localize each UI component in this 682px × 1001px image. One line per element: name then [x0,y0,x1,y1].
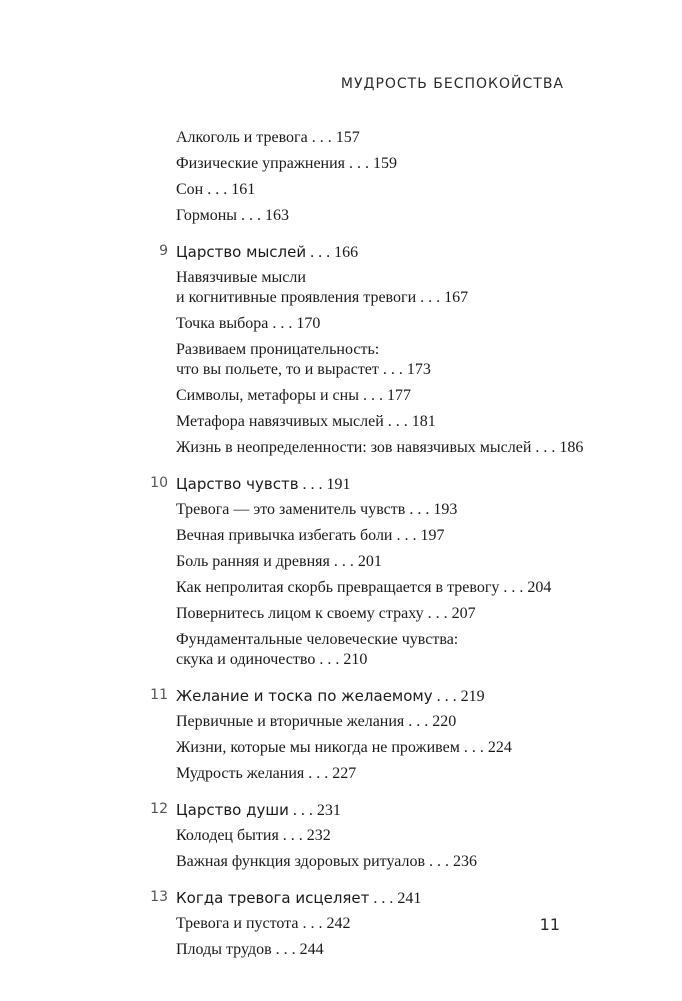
toc-entry: Первичные и вторичные желания . . . 220 [176,713,457,730]
toc-entry: Вечная привычка избегать боли . . . 197 [176,527,445,544]
toc-entry: Символы, метафоры и сны . . . 177 [176,387,411,404]
toc-entry: Метафора навязчивых мыслей . . . 181 [176,413,436,430]
toc-entry: Физические упражнения . . . 159 [176,155,398,172]
toc-entry: Плоды трудов . . . 244 [176,941,324,958]
chapter-title: Царство мыслей . . . 166 [176,243,359,261]
chapter-number: 9 [159,243,168,259]
chapter-number: 12 [150,801,168,817]
toc-entry: Повернитесь лицом к своему страху . . . 207 [176,605,476,622]
chapter-heading-10 [0,473,682,495]
chapter-title: Когда тревога исцеляет . . . 241 [176,889,422,907]
table-of-contents [0,128,682,966]
chapter-number: 10 [150,475,168,491]
page-number: 11 [539,915,560,934]
toc-entry: Тревога — это заменитель чувств . . . 193 [176,501,458,518]
toc-entry: Боль ранняя и древняя . . . 201 [176,553,382,570]
chapter-title: Царство души . . . 231 [176,801,341,819]
toc-entry: Мудрость желания . . . 227 [176,765,357,782]
chapter-heading-13 [0,887,682,909]
toc-entry: Жизнь в неопределенности: зов навязчивых мыслей . . . 186 [176,439,584,456]
toc-entry: Навязчивые мысли и когнитивные проявления тревоги . . . 167 [176,269,469,306]
toc-entry: Фундаментальные человеческие чувства: скука и одиночество . . . 210 [176,631,459,668]
toc-entry: Важная функция здоровых ритуалов . . . 236 [176,853,478,870]
toc-entry: Колодец бытия . . . 232 [176,827,331,844]
toc-entry: Тревога и пустота . . . 242 [176,915,351,932]
toc-entry: Алкоголь и тревога . . . 157 [176,129,360,146]
chapter-heading-12 [0,799,682,821]
chapter-number: 13 [150,889,168,905]
running-head: МУДРОСТЬ БЕСПОКОЙСТВА [340,76,564,92]
chapter-title: Царство чувств . . . 191 [176,475,351,493]
chapter-title: Желание и тоска по желаемому . . . 219 [176,687,485,705]
chapter-heading-11 [0,685,682,707]
chapter-heading-9 [0,241,682,263]
toc-entry: Сон . . . 161 [176,181,256,198]
toc-entry: Жизни, которые мы никогда не проживем . . . 224 [176,739,512,756]
chapter-number: 11 [150,687,168,703]
toc-entry: Как непролитая скорбь превращается в тревогу . . . 204 [176,579,552,596]
toc-entry: Гормоны . . . 163 [176,207,290,224]
toc-entry: Точка выбора . . . 170 [176,315,321,332]
toc-entry: Развиваем проницательность: что вы польете, то и вырастет . . . 173 [176,341,431,378]
